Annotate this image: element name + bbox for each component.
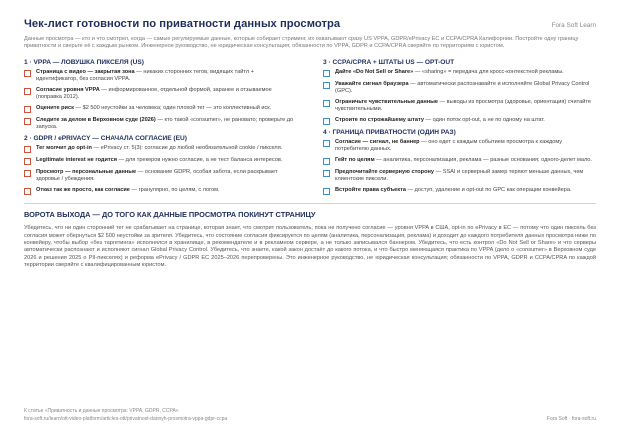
checklist-item-strong: Предпочитайте серверную сторону bbox=[335, 169, 435, 176]
checklist-item-detail: — кто такой «consumer», не рановато; проверьте до запуска. bbox=[36, 117, 294, 131]
checklist-item-detail: — выводы из просмотра (здоровье, ориентация) считайте чувствительными. bbox=[335, 99, 591, 113]
checkbox-icon[interactable] bbox=[323, 158, 330, 165]
checkbox-icon[interactable] bbox=[24, 158, 31, 165]
checkbox-icon[interactable] bbox=[24, 118, 31, 125]
section-list-boundary bbox=[323, 139, 596, 195]
checklist-item-text bbox=[335, 117, 545, 124]
section-title-gdpr: 2 · GDPR / ePRIVACY — СНАЧАЛА СОГЛАСИЕ (EU) bbox=[24, 135, 187, 143]
brand-label: Fora Soft Learn bbox=[551, 22, 596, 29]
checklist-item-detail: — автоматически распознавайте и исполняйте Global Privacy Control (GPC). bbox=[335, 81, 590, 95]
checkbox-icon[interactable] bbox=[24, 106, 31, 113]
checkbox-icon[interactable] bbox=[323, 188, 330, 195]
checklist-item-detail: — информированное, отдельной формой, заранее и отзываемое (поправка 2012). bbox=[36, 87, 272, 101]
checklist-item-detail: — ePrivacy ст. 5(3): согласие до любой необязательной cookie / пикселя. bbox=[91, 145, 283, 152]
checklist-item bbox=[323, 139, 596, 153]
checklist-item-detail: — никаких сторонних тегов, видящих тайтл + идентификатор, без согласия VPPA. bbox=[36, 69, 254, 83]
checklist-item bbox=[323, 81, 596, 95]
checkbox-icon[interactable] bbox=[323, 82, 330, 89]
checkbox-icon[interactable] bbox=[323, 140, 330, 147]
checklist-item-text bbox=[335, 139, 596, 153]
checklist-item-strong: Оцените риск bbox=[36, 105, 74, 112]
checklist-item-strong: Отказ так же просто, как согласие bbox=[36, 187, 130, 194]
section-title-boundary: 4 · ГРАНИЦА ПРИВАТНОСТИ (ОДИН РАЗ) bbox=[323, 129, 456, 137]
checklist-item-strong: Просмотр — персональные данные bbox=[36, 169, 137, 176]
checklist-item-detail: — основание GDPR, особая забота, если раскрывает здоровье / убеждения. bbox=[36, 169, 278, 183]
checkbox-icon[interactable] bbox=[323, 100, 330, 107]
checklist-item-text bbox=[36, 69, 297, 83]
checklist-item-text bbox=[36, 117, 297, 131]
footer-brand: Fora Soft · fora-soft.ru bbox=[546, 415, 596, 422]
checklist-item bbox=[323, 169, 596, 183]
right-column bbox=[323, 56, 596, 199]
checklist-item-text bbox=[335, 99, 596, 113]
checkbox-icon[interactable] bbox=[24, 170, 31, 177]
checklist-item-text bbox=[335, 187, 572, 194]
checklist-item-strong: Ограничьте чувствительные данные bbox=[335, 99, 438, 106]
checklist-item-strong: Страница с видео — закрытая зона bbox=[36, 69, 135, 76]
checklist-item-strong: Следите за делом в Верховном суде (2026) bbox=[36, 117, 156, 124]
checkbox-icon[interactable] bbox=[323, 118, 330, 125]
checklist-item bbox=[323, 69, 596, 77]
checklist-item-strong: Строите по строжайшему штату bbox=[335, 117, 424, 124]
checklist-item-strong: Уважайте сигнал браузера bbox=[335, 81, 409, 88]
checkbox-icon[interactable] bbox=[323, 70, 330, 77]
divider bbox=[24, 203, 596, 204]
checklist-item bbox=[24, 145, 297, 153]
checklist-item-strong: Гейт по целям bbox=[335, 157, 375, 164]
checklist-item bbox=[323, 157, 596, 165]
section-list-ccpa bbox=[323, 69, 596, 125]
exit-gate-title: ВОРОТА ВЫХОДА — ДО ТОГО КАК ДАННЫЕ ПРОСМОТРА ПОКИНУТ СТРАНИЦУ bbox=[24, 210, 316, 220]
checklist-item-text bbox=[36, 169, 297, 183]
checklist-item-detail: — аналитика, персонализация, реклама — разные основания; одного-делет мало. bbox=[374, 157, 592, 164]
checklist-item-detail: — оно едет с каждым событием просмотра к каждому потребителю данных. bbox=[335, 139, 563, 153]
checklist-item bbox=[24, 169, 297, 183]
checklist-item-text bbox=[335, 169, 596, 183]
checklist-item bbox=[323, 99, 596, 113]
checklist-item bbox=[24, 187, 297, 195]
exit-gate-text: Убедитесь, что ни один сторонний тег не срабатывает на странице, которая знает, что смотрит пользователь, пока не получено согласие — уровня VPPA в США, opt-in по ePrivacy в ЕС — потому что один пиксель без согласия может обернуться $2 500 неустойки за зрителя. Убедитесь, что состояние согласия фиксируется по целям (аналитика, персонализация, реклама) и доходит до каждого потребителя данных просмотра ниже по конвейеру, чтобы выбор «без таргетинга» исполнялся в хранилище, в рекомендателе и в рекламном сервере, а не только записывался баннером. Убедитесь, что есть контрол «Do Not Sell or Share» и что серверы автоматически распознают и исполняют сигнал Global Privacy Control. Убедитесь, что знаете, какой закон достаёт до какого потока, и что быстро меняющаяся практика по VPPA (дело о «consumer» в Верховном суде 2026 и решения 2025 о PII-пикселях) и реформа ePrivacy / GDPR ЕС 2025–2026 перепроверены. Это инженерное руководство, не юридическая консультация; обязанности по VPPA, GDPR и CCPA/CPRA по каждой территории сверяйте с квалифицированным юристом. bbox=[24, 225, 596, 268]
checklist-item-strong: Legitimate interest не годится bbox=[36, 157, 117, 164]
section-list-gdpr bbox=[24, 145, 297, 195]
checklist-item bbox=[24, 87, 297, 101]
section-list-vppa bbox=[24, 69, 297, 131]
footer bbox=[24, 408, 596, 423]
checklist-item-strong: Встройте права субъекта bbox=[335, 187, 406, 194]
checklist-item bbox=[24, 117, 297, 131]
footer-article-ref: К статье «Приватность и данные просмотра: VPPA, GDPR, CCPA» bbox=[24, 408, 179, 414]
checklist-item bbox=[323, 117, 596, 125]
checkbox-icon[interactable] bbox=[24, 70, 31, 77]
checklist-item-strong: Согласие уровня VPPA bbox=[36, 87, 100, 94]
checklist-item-detail: — гранулярно, по целям, с логом. bbox=[129, 187, 220, 194]
section-title-vppa: 1 · VPPA — ЛОВУШКА ПИКСЕЛЯ (US) bbox=[24, 59, 144, 67]
footer-url: fora-soft.ru/learn/ott-video-platform/articles-ott/privatnost-dannyh-prosmotra-vppa-gdpr-ccpa bbox=[24, 415, 228, 422]
checklist-item-detail: — SSAI и серверный замер теряют меньше данных, чем клиентские пиксели. bbox=[335, 169, 584, 183]
checklist-item-text bbox=[36, 87, 297, 101]
section-title-ccpa: 3 · CCPA/CPRA + ШТАТЫ US — OPT-OUT bbox=[323, 59, 455, 67]
checklist-item-strong: Согласие — сигнал, не баннер bbox=[335, 139, 420, 146]
checklist-item-text bbox=[335, 69, 564, 76]
checkbox-icon[interactable] bbox=[24, 88, 31, 95]
checklist-item-detail: — «sharing» = передача для кросс-контекстной рекламы. bbox=[413, 69, 564, 76]
checklist-item bbox=[24, 157, 297, 165]
checkbox-icon[interactable] bbox=[323, 170, 330, 177]
checklist-columns bbox=[24, 56, 596, 199]
checklist-item-detail: — один поток opt-out, а не по одному на штат. bbox=[423, 117, 545, 124]
checklist-item-strong: Дайте «Do Not Sell or Share» bbox=[335, 69, 414, 76]
checklist-item-text bbox=[36, 157, 282, 164]
checklist-item-text bbox=[335, 157, 592, 164]
checklist-item-text bbox=[335, 81, 596, 95]
checklist-item-text bbox=[36, 187, 220, 194]
checkbox-icon[interactable] bbox=[24, 146, 31, 153]
checklist-item bbox=[323, 187, 596, 195]
checklist-item-strong: Тег молчит до opt-in bbox=[36, 145, 92, 152]
checklist-page bbox=[24, 18, 596, 269]
checklist-item bbox=[24, 69, 297, 83]
left-column bbox=[24, 56, 297, 199]
checklist-item-detail: — $2 500 неустойки за человека; один плохой тег — это коллективный иск. bbox=[73, 105, 272, 112]
checklist-item-detail: — доступ, удаление и opt-out по GPC как операции конвейера. bbox=[405, 187, 572, 194]
checkbox-icon[interactable] bbox=[24, 188, 31, 195]
checklist-item-detail: — для трекеров нужно согласие, а не тест баланса интересов. bbox=[116, 157, 283, 164]
checklist-item bbox=[24, 105, 297, 113]
checklist-item-text bbox=[36, 105, 271, 112]
page-title: Чек-лист готовности по приватности данных просмотра bbox=[24, 18, 341, 30]
intro-paragraph: Данные просмотра — кто и что смотрел, когда — самые регулируемые данные, которые собирает стриминг, их охватывают сразу US VPPA, GDPR/ePrivacy ЕС и CCPA/CPRA Калифорнии. Постройте одну границу приватности и сверьте её с каждым рынком. Инженерное руководство, не юридическая консультация; обязанности по VPPA, GDPR и CCPA/CPRA сверяйте по территориям с юристом. bbox=[24, 36, 579, 50]
header bbox=[24, 18, 596, 30]
checklist-item-text bbox=[36, 145, 282, 152]
